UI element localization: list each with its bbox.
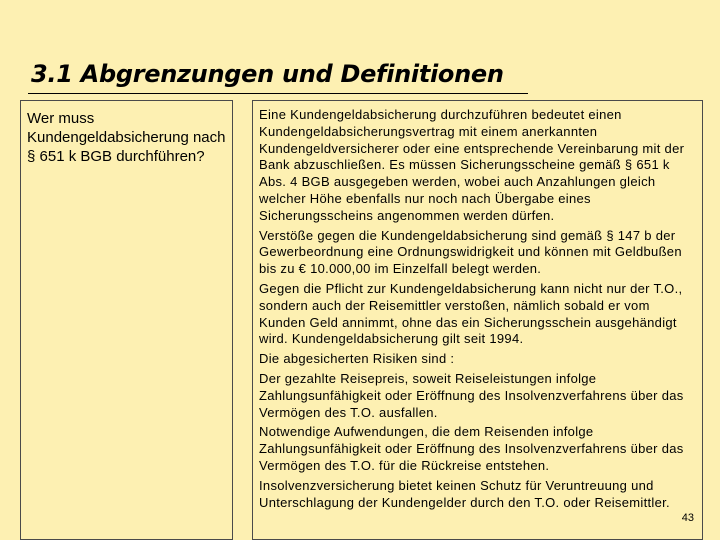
question-text: Wer muss Kundengeldabsicherung nach § 651 k BGB durchführen? — [27, 110, 226, 165]
answer-paragraph-risks-heading: Die abgesicherten Risiken sind : — [259, 351, 455, 367]
slide-title: 3.1 Abgrenzungen und Definitionen — [31, 60, 504, 88]
title-underline — [28, 93, 528, 94]
answer-paragraph-risk-travel-price: Der gezahlte Reisepreis, soweit Reiseleistungen infolge Zahlungsunfähigkeit oder Eröffnung des Insolvenzverfahrens über das Vermögen des T.O. ausfallen. — [259, 370, 684, 420]
answer-box — [252, 100, 703, 540]
page-number: 43 — [681, 512, 694, 524]
answer-paragraph-penalty: Verstöße gegen die Kundengeldabsicherung sind gemäß § 147 b der Gewerbeordnung eine Ordnungswidrigkeit und können mit Geldbußen bis zu € 10.000,00 im Einzelfall belegt werden. — [259, 227, 682, 277]
answer-paragraph-definition: Eine Kundengeldabsicherung durchzuführen bedeutet einen Kundengeldabsicherungsvertrag mit einem anerkannten Kundengeldversicherer oder eine entsprechende Vereinbarung mit der Bank abzuschließen. Es müssen Sicherungsscheine gemäß § 651 k Abs. 4 BGB ausgegeben werden, wobei auch Anzahlungen gleich welcher Höhe ebenfalls nur noch nach Übergabe eines Sicherungsscheins angenommen werden dürfen. — [259, 107, 685, 223]
answer-paragraph-travel-agent: Gegen die Pflicht zur Kundengeldabsicherung kann nicht nur der T.O., sondern auch der Reisemittler verstoßen, nämlich sobald er vom Kunden Geld annimmt, ohne das ein Sicherungsschein ausgehändigt wird. Kundengeldabsicherung gilt seit 1994. — [259, 280, 683, 347]
question-box — [20, 100, 233, 540]
answer-paragraph-exclusions: Insolvenzversicherung bietet keinen Schutz für Veruntreuung und Unterschlagung der Kundengelder durch den T.O. oder Reisemittler. — [259, 477, 670, 510]
answer-paragraph-risk-return-costs: Notwendige Aufwendungen, die dem Reisenden infolge Zahlungsunfähigkeit oder Eröffnung des Insolvenzverfahrens über das Vermögen des T.O. für die Rückreise entstehen. — [259, 424, 684, 473]
